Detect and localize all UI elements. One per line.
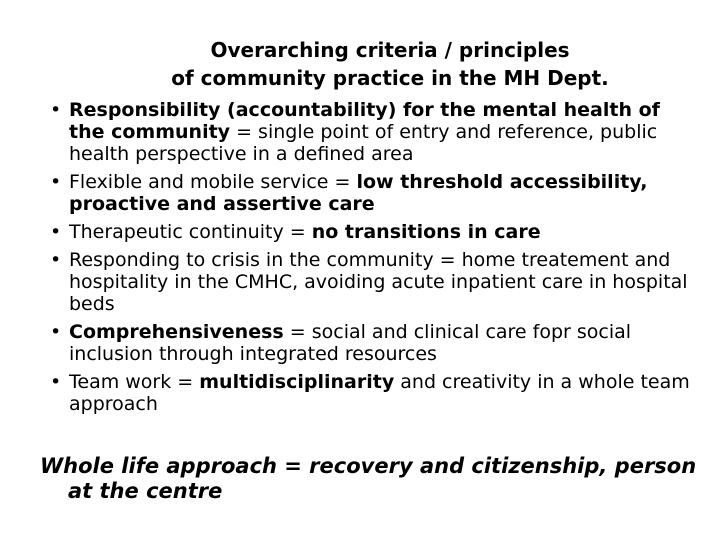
title-line-2: of community practice in the MH Dept. (171, 66, 609, 90)
bullet-team-work: • Team work = multidisciplinarity and creativity in a whole team approach (50, 371, 700, 415)
bullet-responsibility: • Responsibility (accountability) for the mental health of the community = single point of entry and reference, public health perspective in a defined area (50, 99, 700, 165)
bullet-flexible-service: • Flexible and mobile service = low threshold accessibility, proactive and assertive care (50, 171, 700, 215)
title-line-1: Overarching criteria / principles (210, 38, 570, 62)
principles-list (50, 99, 700, 421)
bullet-therapeutic-continuity: • Therapeutic continuity = no transitions in care (50, 221, 700, 243)
bullet-crisis-response: • Responding to crisis in the community = home treatement and hospitality in the CMHC, avoiding acute inpatient care in hospital beds (50, 249, 700, 315)
slide-title (150, 36, 630, 92)
closing-statement: Whole life approach = recovery and citizenship, person at the centre (40, 454, 697, 503)
bullet-comprehensiveness: • Comprehensiveness = social and clinical care fopr social inclusion through integrated resources (50, 321, 700, 365)
